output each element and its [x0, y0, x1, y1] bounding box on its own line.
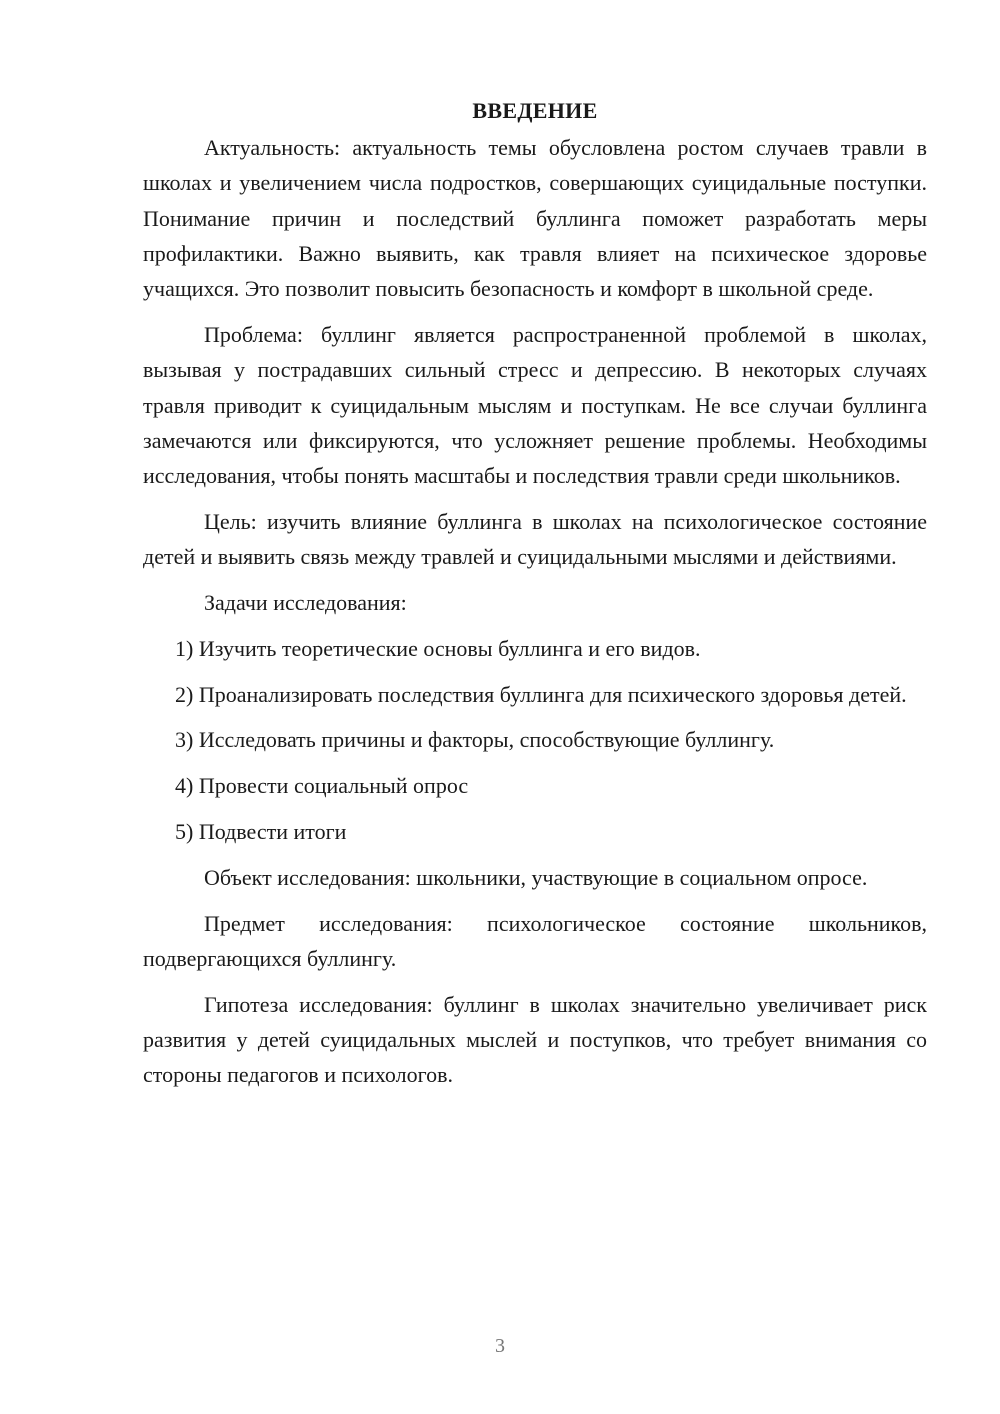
- task-item-4: 4) Провести социальный опрос: [175, 773, 469, 799]
- problem-paragraph: Проблема: буллинг является распространенной проблемой в школах, вызывая у пострадавших сильный стресс и депрессию. В некоторых случаях травля приводит к суицидальным мыслям и поступкам. Не все случаи буллинга замечаются или фиксируются, что усложняет решение проблемы. Необходимы исследования, чтобы понять масштабы и последствия травли среди школьников.: [143, 321, 927, 489]
- tasks-heading: Задачи исследования:: [204, 590, 407, 616]
- hypothesis-paragraph: Гипотеза исследования: буллинг в школах значительно увеличивает риск развития у детей суицидальных мыслей и поступков, что требует внимания со стороны педагогов и психологов.: [143, 991, 927, 1088]
- subject-paragraph: Предмет исследования: психологическое состояние школьников, подвергающихся буллингу.: [143, 910, 927, 971]
- task-item-1: 1) Изучить теоретические основы буллинга и его видов.: [175, 635, 701, 661]
- relevance-paragraph: Актуальность: актуальность темы обусловлена ростом случаев травли в школах и увеличением числа подростков, совершающих суицидальные поступки. Понимание причин и последствий буллинга поможет разработать меры профилактики. Важно выявить, как травля влияет на психическое здоровье учащихся. Это позволит повысить безопасность и комфорт в школьной среде.: [143, 135, 927, 302]
- task-item-2: 2) Проанализировать последствия буллинга для психического здоровья детей.: [175, 681, 907, 707]
- page-number: 3: [495, 1335, 505, 1357]
- section-title: ВВЕДЕНИЕ: [472, 98, 598, 123]
- object-paragraph: Объект исследования: школьники, участвующие в социальном опросе.: [204, 864, 868, 890]
- goal-paragraph: Цель: изучить влияние буллинга в школах на психологическое состояние детей и выявить связь между травлей и суицидальными мыслями и действиями.: [143, 508, 927, 570]
- task-item-5: 5) Подвести итоги: [175, 819, 347, 845]
- task-item-3: 3) Исследовать причины и факторы, способствующие буллингу.: [175, 727, 775, 753]
- document-page: [143, 96, 927, 1103]
